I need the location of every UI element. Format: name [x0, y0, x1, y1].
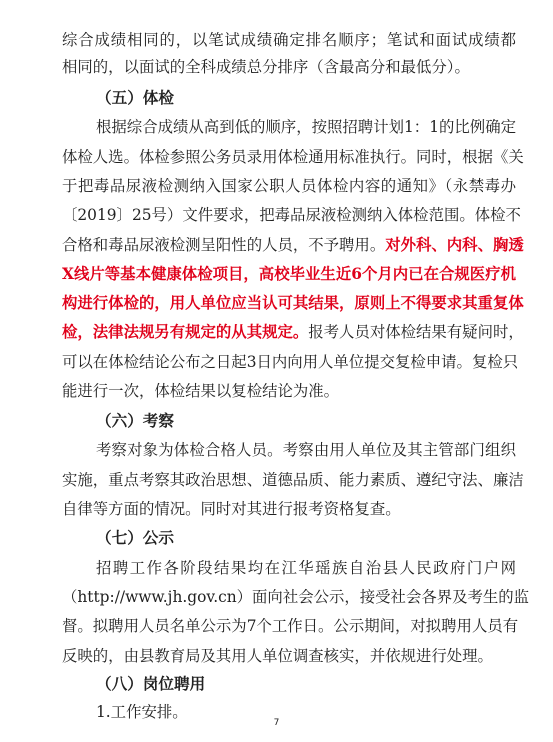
section7-line-3: 督。拟聘用人员名单公示为7个工作日。公示期间，对拟聘用人员有 [62, 617, 519, 635]
section6-line-1: 考察对象为体检合格人员。考察由用人单位及其主管部门组织 [96, 441, 516, 459]
section5-after-line-2: 能进行一次，体检结果以复检结论为准。 [62, 382, 340, 400]
section7-line-4: 反映的，由县教育局及其用人单位调查核实，并依规进行处理。 [62, 647, 493, 665]
section8-heading: （八）岗位聘用 [96, 675, 206, 693]
intro-line-1: 综合成绩相同的，以笔试成绩确定排名顺序；笔试和面试成绩都 [62, 31, 516, 49]
section7-line-1: 招聘工作各阶段结果均在江华瑶族自治县人民政府门户网 [96, 559, 516, 577]
section5-line-3: 于把毒品尿液检测纳入国家公职人员体检内容的通知》（永禁毒办 [62, 177, 516, 195]
section5-line-4: 〔2019〕25号）文件要求，把毒品尿液检测纳入体检范围。体检不 [62, 206, 521, 224]
section5-red-line-2: 构进行体检的，用人单位应当认可其结果，原则上不得要求其重复体 [62, 294, 524, 312]
section5-line-1: 根据综合成绩从高到低的顺序，按照招聘计划1：1的比例确定 [96, 118, 516, 136]
section7-heading: （七）公示 [96, 529, 174, 547]
section8-item-1: 1.工作安排。 [96, 703, 188, 721]
section5-mixed-black: 报考人员对体检结果有疑问时， [308, 323, 524, 341]
page-number: 7 [273, 718, 280, 728]
section5-heading: （五）体检 [96, 89, 174, 107]
intro-line-2: 相同的，以面试的全科成绩总分排序（含最高分和最低分）。 [62, 58, 470, 76]
section6-heading: （六）考察 [96, 412, 174, 430]
section7-line-2: （http://www.jh.gov.cn）面向社会公示，接受社会各界及考生的监 [62, 588, 530, 606]
section5-line-5 [62, 235, 524, 255]
section6-line-2: 实施，重点考察其政治思想、道德品质、能力素质、遵纪守法、廉洁 [62, 471, 524, 489]
section5-red-line-1: X线片等基本健康体检项目，高校毕业生近6个月内已在合规医疗机 [62, 265, 516, 283]
section5-line-5-black: 合格和毒品尿液检测呈阳性的人员，不予聘用。 [62, 236, 386, 254]
section5-mixed-red: 检，法律法规另有规定的从其规定。 [62, 323, 309, 341]
section5-mixed-line [62, 322, 524, 342]
section5-line-5-red: 对外科、内科、胸透 [385, 236, 524, 254]
section6-line-3: 自律等方面的情况。同时对其进行报考资格复查。 [62, 500, 401, 518]
section5-after-line-1: 可以在体检结论公布之日起3日内向用人单位提交复检申请。复检只 [62, 353, 519, 371]
section5-line-2: 体检人选。体检参照公务员录用体检通用标准执行。同时，根据《关 [62, 148, 524, 166]
